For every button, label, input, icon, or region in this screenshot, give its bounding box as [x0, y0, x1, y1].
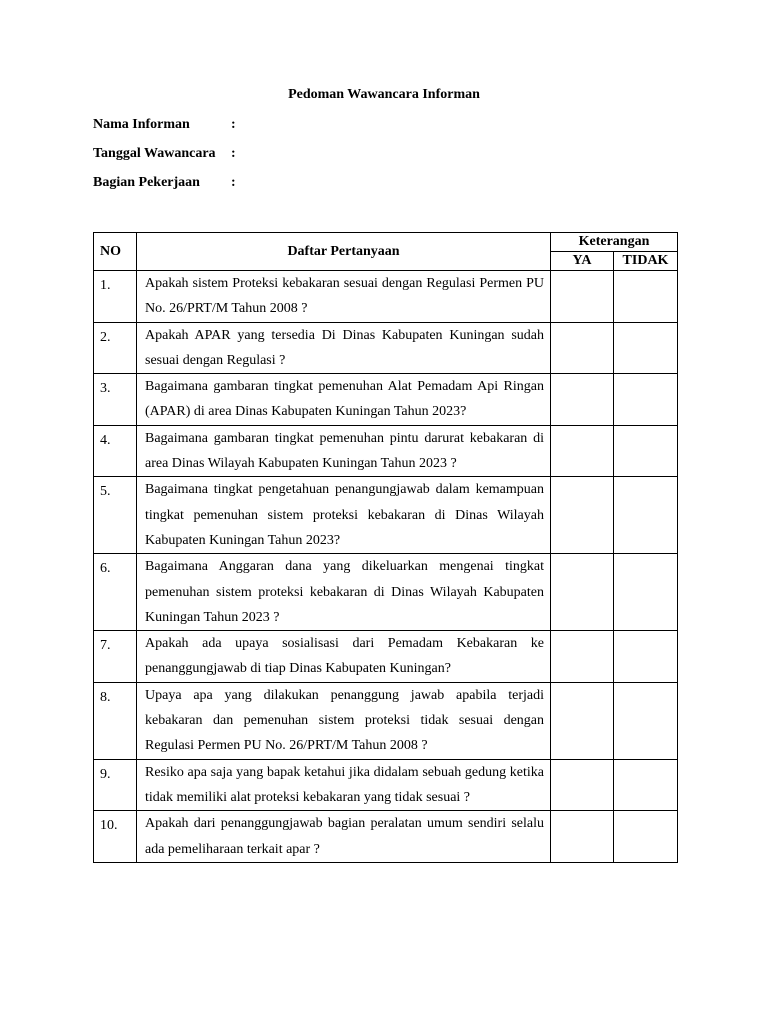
table-row: [94, 554, 678, 631]
question-text: Bagaimana Anggaran dana yang dikeluarkan mengenai tingkat pemenuhan sistem proteksi kebakaran di Dinas Wilayah Kabupaten Kuningan Tahun 2023 ?: [145, 559, 544, 625]
row-number: 2.: [94, 322, 137, 374]
row-question: [137, 759, 551, 811]
question-text: Bagaimana gambaran tingkat pemenuhan pintu darurat kebakaran di area Dinas Wilayah Kabupaten Kuningan Tahun 2023 ?: [145, 430, 544, 472]
table-row: [94, 322, 678, 374]
row-question: [137, 682, 551, 759]
tidak-cell[interactable]: [614, 631, 678, 683]
ya-cell[interactable]: [551, 811, 614, 863]
row-question: [137, 271, 551, 323]
question-text: Upaya apa yang dilakukan penanggung jawab apabila terjadi kebakaran dan pemenuhan sistem proteksi tidak sesuai dengan Regulasi Permen PU No. 26/PRT/M Tahun 2008 ?: [145, 687, 544, 754]
header-no: NO: [94, 233, 137, 271]
field-tanggal-wawancara: [93, 146, 236, 162]
question-rows: [94, 271, 678, 863]
row-number: 8.: [94, 682, 137, 759]
table-row: [94, 811, 678, 863]
ya-cell[interactable]: [551, 477, 614, 554]
table-row: [94, 425, 678, 477]
header-tidak: TIDAK: [614, 252, 678, 271]
ya-cell[interactable]: [551, 682, 614, 759]
ya-cell[interactable]: [551, 631, 614, 683]
row-question: [137, 554, 551, 631]
row-question: [137, 477, 551, 554]
ya-cell[interactable]: [551, 554, 614, 631]
table-row: [94, 271, 678, 323]
question-text: Apakah APAR yang tersedia Di Dinas Kabupaten Kuningan sudah sesuai dengan Regulasi ?: [145, 327, 544, 368]
question-table: [93, 232, 678, 863]
question-text: Resiko apa saja yang bapak ketahui jika didalam sebuah gedung ketika tidak memiliki alat proteksi kebakaran yang tidak sesuai ?: [145, 764, 544, 805]
header-ya: YA: [551, 252, 614, 271]
tidak-cell[interactable]: [614, 759, 678, 811]
field-separator: :: [231, 146, 236, 161]
tidak-cell[interactable]: [614, 322, 678, 374]
question-text: Apakah dari penanggungjawab bagian peralatan umum sendiri selalu ada pemeliharaan terkait apar ?: [145, 816, 544, 857]
row-number: 6.: [94, 554, 137, 631]
row-question: [137, 322, 551, 374]
tidak-cell[interactable]: [614, 271, 678, 323]
question-text: Bagaimana tingkat pengetahuan penangungjawab dalam kemampuan tingkat pemenuhan sistem proteksi kebakaran di Dinas Wilayah Kabupaten Kuningan Tahun 2023?: [145, 482, 544, 548]
row-number: 4.: [94, 425, 137, 477]
row-number: 9.: [94, 759, 137, 811]
field-nama-informan: [93, 117, 236, 133]
tidak-cell[interactable]: [614, 811, 678, 863]
question-text: Apakah ada upaya sosialisasi dari Pemadam Kebakaran ke penanggungjawab di tiap Dinas Kabupaten Kuningan?: [145, 636, 544, 677]
tidak-cell[interactable]: [614, 477, 678, 554]
ya-cell[interactable]: [551, 425, 614, 477]
question-text: Apakah sistem Proteksi kebakaran sesuai dengan Regulasi Permen PU No. 26/PRT/M Tahun 2008 ?: [145, 276, 544, 317]
document-title: Pedoman Wawancara Informan: [288, 87, 480, 102]
tidak-cell[interactable]: [614, 554, 678, 631]
table-row: [94, 759, 678, 811]
table-row: [94, 682, 678, 759]
row-question: [137, 425, 551, 477]
row-number: 7.: [94, 631, 137, 683]
ya-cell[interactable]: [551, 271, 614, 323]
tidak-cell[interactable]: [614, 425, 678, 477]
ya-cell[interactable]: [551, 759, 614, 811]
table-row: [94, 374, 678, 426]
ya-cell[interactable]: [551, 322, 614, 374]
field-label: Tanggal Wawancara: [93, 146, 216, 161]
row-question: [137, 374, 551, 426]
table-row: [94, 477, 678, 554]
question-text: Bagaimana gambaran tingkat pemenuhan Alat Pemadam Api Ringan (APAR) di area Dinas Kabupaten Kuningan Tahun 2023?: [145, 379, 544, 420]
row-number: 1.: [94, 271, 137, 323]
tidak-cell[interactable]: [614, 682, 678, 759]
field-label: Bagian Pekerjaan: [93, 175, 200, 190]
field-label: Nama Informan: [93, 117, 190, 132]
tidak-cell[interactable]: [614, 374, 678, 426]
row-number: 10.: [94, 811, 137, 863]
header-question: Daftar Pertanyaan: [137, 233, 551, 271]
row-number: 5.: [94, 477, 137, 554]
row-question: [137, 631, 551, 683]
field-bagian-pekerjaan: [93, 175, 236, 191]
header-keterangan: Keterangan: [551, 233, 678, 252]
table-row: [94, 631, 678, 683]
field-separator: :: [231, 175, 236, 190]
row-number: 3.: [94, 374, 137, 426]
row-question: [137, 811, 551, 863]
field-separator: :: [231, 117, 236, 132]
ya-cell[interactable]: [551, 374, 614, 426]
